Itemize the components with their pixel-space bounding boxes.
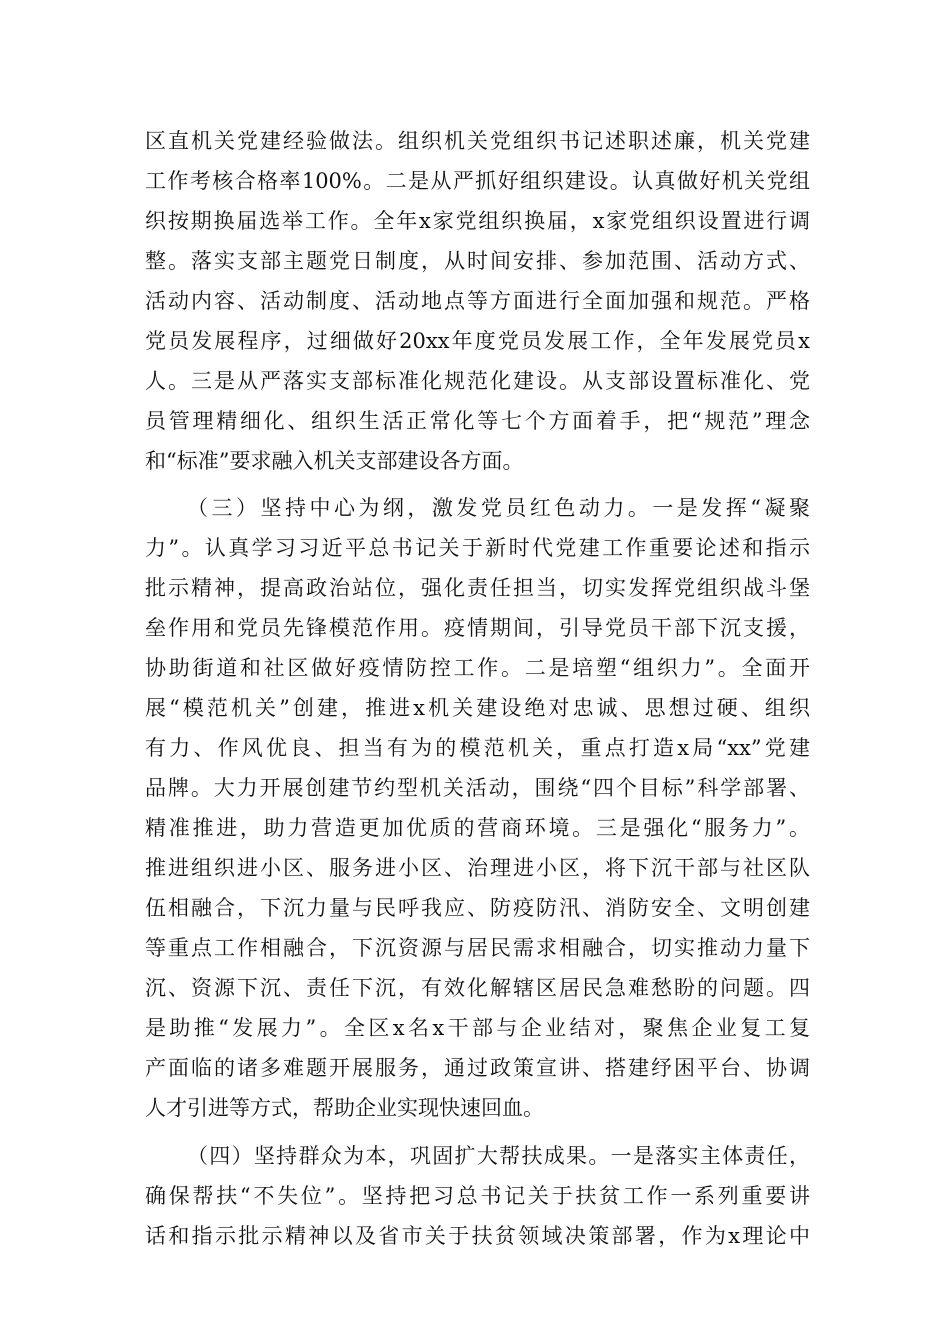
text-line: 区直机关党建经验做法。组织机关党组织书记述职述廉，机关党建 [145,129,810,153]
text-line: 精准推进，助力营造更加优质的营商环境。三是强化“服务力”。 [145,816,810,840]
text-line: 协助街道和社区做好疫情防控工作。二是培塑“组织力”。全面开 [145,656,810,680]
text-line: 产面临的诸多难题开展服务，通过政策宣讲、搭建纾困平台、协调 [145,1056,810,1080]
text-line: 批示精神，提高政治站位，强化责任担当，切实发挥党组织战斗堡 [145,576,810,600]
text-line: 和“标准”要求融入机关支部建设各方面。 [145,449,524,473]
text-line: 整。落实支部主题党日制度，从时间安排、参加范围、活动方式、 [145,249,810,273]
text-line: 有力、作风优良、担当有为的模范机关，重点打造x局“xx”党建 [145,736,810,760]
text-line: 力”。认真学习习近平总书记关于新时代党建工作重要论述和指示 [145,536,810,560]
text-line: 织按期换届选举工作。全年x家党组织换届，x家党组织设置进行调 [145,209,810,233]
text-line: 党员发展程序，过细做好20xx年度党员发展工作，全年发展党员x [145,329,810,353]
text-line: 推进组织进小区、服务进小区、治理进小区，将下沉干部与社区队 [145,856,810,880]
text-line: 人才引进等方式，帮助企业实现快速回血。 [145,1096,544,1120]
text-line: 展“模范机关”创建，推进x机关建设绝对忠诚、思想过硬、组织 [145,696,810,720]
text-line: 话和指示批示精神以及省市关于扶贫领域决策部署，作为x理论中 [145,1224,810,1248]
text-line: 工作考核合格率100%。二是从严抓好组织建设。认真做好机关党组 [145,169,810,193]
text-line: 活动内容、活动制度、活动地点等方面进行全面加强和规范。严格 [145,289,810,313]
text-line: 品牌。大力开展创建节约型机关活动，围绕“四个目标”科学部署、 [145,776,810,800]
text-line: 员管理精细化、组织生活正常化等七个方面着手，把“规范”理念 [145,409,810,433]
text-line: （四）坚持群众为本，巩固扩大帮扶成果。一是落实主体责任， [187,1144,810,1168]
text-line: （三）坚持中心为纲，激发党员红色动力。一是发挥“凝聚 [187,496,810,520]
text-line: 伍相融合，下沉力量与民呼我应、防疫防汛、消防安全、文明创建 [145,896,810,920]
text-line: 垒作用和党员先锋模范作用。疫情期间，引导党员干部下沉支援， [145,616,810,640]
text-line: 确保帮扶“不失位”。坚持把习总书记关于扶贫工作一系列重要讲 [145,1184,810,1208]
text-line: 等重点工作相融合，下沉资源与居民需求相融合，切实推动力量下 [145,936,810,960]
text-line: 是助推“发展力”。全区x名x干部与企业结对，聚焦企业复工复 [145,1016,810,1040]
text-line: 人。三是从严落实支部标准化规范化建设。从支部设置标准化、党 [145,369,810,393]
text-line: 沉、资源下沉、责任下沉，有效化解辖区居民急难愁盼的问题。四 [145,976,810,1000]
